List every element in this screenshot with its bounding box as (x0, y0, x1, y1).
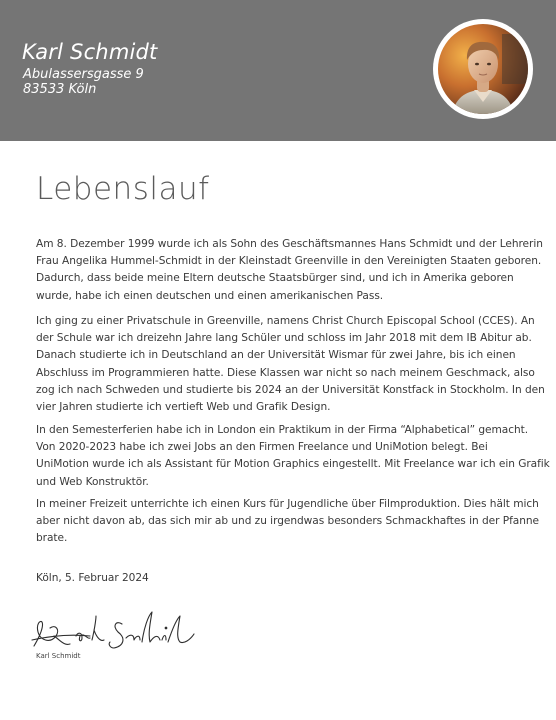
address-city: 83533 Köln (23, 82, 97, 97)
paragraph-line: UniMotion wurde ich als Assistant für Motion Graphics eingestellt. Mit Freelance war ich ein Grafik (36, 458, 550, 471)
address-street: Abulassersgasse 9 (23, 67, 144, 82)
paragraph-line: aber nicht davon ab, das sich mir ab und zu irgendwas besonders Schmackhaftes in der Pfanne (36, 515, 539, 528)
paragraph-line: Ich ging zu einer Privatschule in Greenville, namens Christ Church Episcopal School (CCES). An (36, 315, 535, 327)
header-banner (0, 0, 556, 141)
avatar-frame (433, 19, 533, 119)
paragraph-line: In den Semesterferien habe ich in London ein Praktikum in der Firma “Alphabetical” gemacht. (36, 424, 529, 436)
paragraph-line: wurde, habe ich einen deutschen und einen amerikanischen Pass. (36, 289, 384, 302)
paragraph-birth (36, 236, 543, 305)
avatar (438, 24, 528, 114)
paragraph-experience (36, 422, 550, 491)
paragraph-line: Frau Angelika Hummel-Schmidt in der Kleinstadt Greenville in den Vereinigten Staaten geboren. (36, 255, 542, 268)
paragraph-line: vier Jahren studierte ich vertieft Web und Grafik Design. (36, 401, 331, 414)
document-title: Lebenslauf (36, 171, 210, 207)
paragraph-hobbies (36, 496, 539, 548)
paragraph-line: Abschluss im Programmieren hatte. Diese Klassen war nicht so nach meinem Geschmack, also (36, 366, 535, 379)
signature-name: Karl Schmidt (36, 652, 81, 660)
paragraph-line: Von 2020-2023 habe ich zwei Jobs an den Firmen Freelance und UniMotion belegt. Bei (36, 441, 488, 454)
date-line (36, 570, 528, 587)
paragraph-line: brate. (36, 532, 68, 545)
paragraph-education (36, 313, 545, 416)
handwritten-signature (30, 606, 200, 654)
date-text: Köln, 5. Februar 2024 (36, 572, 149, 584)
paragraph-line: der Schule war ich dreizehn Jahre lang Schüler und schloss im Jahr 2018 mit dem IB Abitur ab. (36, 332, 532, 345)
paragraph-line: Danach studierte ich in Deutschland an der Universität Wismar für zwei Jahre, bis ich einen (36, 349, 516, 362)
paragraph-line: In meiner Freizeit unterrichte ich einen Kurs für Jugendliche über Filmproduktion. Dies hält mich (36, 498, 539, 510)
paragraph-line: zog ich nach Schweden und studierte bis 2024 an der Universität Konstfack in Stockholm. In den (36, 383, 545, 396)
applicant-name: Karl Schmidt (22, 40, 158, 64)
paragraph-line: Am 8. Dezember 1999 wurde ich als Sohn des Geschäftsmannes Hans Schmidt und der Lehrerin (36, 238, 543, 250)
paragraph-line: und Web Konstruktör. (36, 475, 149, 488)
portrait-photo (438, 24, 528, 114)
paragraph-line: Dadurch, dass beide meine Eltern deutsche Staatsbürger sind, und ich in Amerika geboren (36, 272, 514, 285)
